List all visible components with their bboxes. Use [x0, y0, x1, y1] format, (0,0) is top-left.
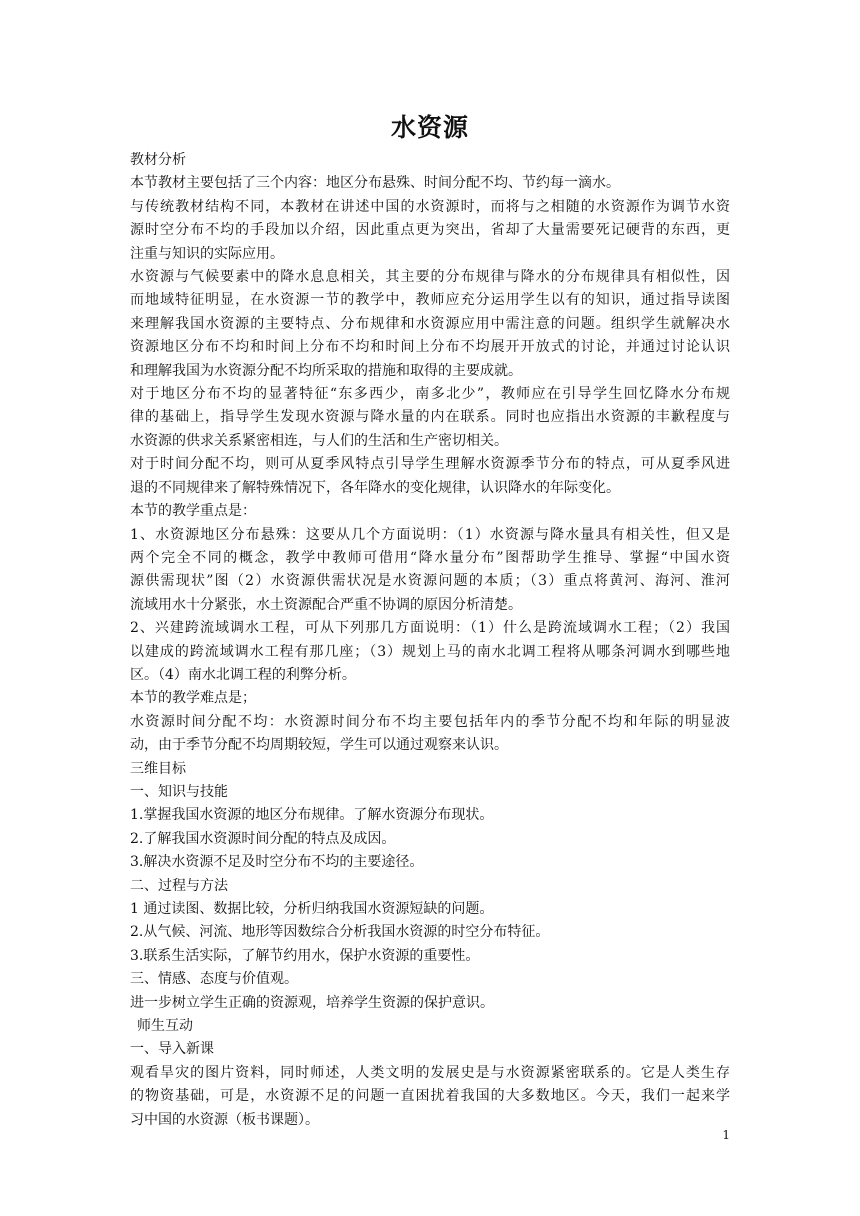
- text-line: 1、水资源地区分布悬殊：这要从几个方面说明：（1）水资源与降水量具有相关性，但又是: [130, 526, 730, 543]
- text-line: 2.了解我国水资源时间分配的特点及成因。: [130, 830, 396, 847]
- text-line: 注重与知识的实际应用。: [130, 245, 284, 262]
- text-line: 水资源时间分配不均：水资源时间分布不均主要包括年内的季节分配不均和年际的明显波: [130, 713, 730, 730]
- text-line: 动，由于季节分配不均周期较短，学生可以通过观察来认识。: [130, 737, 508, 754]
- text-line: 的物资基础，可是，水资源不足的问题一直困扰着我国的大多数地区。今天，我们一起来学: [130, 1088, 730, 1105]
- document-body: [130, 149, 730, 1132]
- text-line: 本节的教学难点是；: [130, 690, 256, 707]
- text-line: 对于时间分配不均，则可从夏季风特点引导学生理解水资源季节分布的特点，可从夏季风进: [130, 456, 730, 473]
- text-line: 三、情感、态度与价值观。: [130, 971, 298, 988]
- text-line: 观看旱灾的图片资料，同时师述，人类文明的发展史是与水资源紧密联系的。它是人类生存: [130, 1064, 730, 1081]
- text-line: 本节教材主要包括了三个内容：地区分布悬殊、时间分配不均、节约每一滴水。: [130, 175, 620, 192]
- text-line: 2、兴建跨流域调水工程，可从下列那几方面说明：（1）什么是跨流域调水工程；（2）我国: [130, 620, 730, 637]
- text-line: 本节的教学重点是：: [130, 503, 256, 520]
- text-line: 一、导入新课: [130, 1041, 214, 1058]
- text-line: 师生互动: [137, 1018, 193, 1035]
- text-line: 两个完全不同的概念，教学中教师可借用“降水量分布”图帮助学生推导、掌握“中国水资: [130, 549, 730, 566]
- text-line: 1.掌握我国水资源的地区分布规律。了解水资源分布现状。: [130, 807, 494, 824]
- text-line: 退的不同规律来了解特殊情况下，各年降水的变化规律，认识降水的年际变化。: [130, 479, 620, 496]
- text-line: 源时空分布不均的手段加以介绍，因此重点更为突出，省却了大量需要死记硬背的东西，更: [130, 222, 730, 239]
- text-line: 一、知识与技能: [130, 783, 228, 800]
- text-line: 水资源的供求关系紧密相连，与人们的生活和生产密切相关。: [130, 432, 508, 449]
- text-line: 以建成的跨流域调水工程有那几座；（3）规划上马的南水北调工程将从哪条河调水到哪些地: [130, 643, 730, 660]
- page-number: 1: [722, 1128, 730, 1142]
- text-line: 源供需现状”图（2）水资源供需状况是水资源问题的本质；（3）重点将黄河、海河、淮河: [130, 573, 730, 590]
- text-line: 与传统教材结构不同，本教材在讲述中国的水资源时，而将与之相随的水资源作为调节水资: [130, 198, 730, 215]
- text-line: 流域用水十分紧张，水土资源配合严重不协调的原因分析清楚。: [130, 596, 522, 613]
- text-line: 1 通过读图、数据比较，分析归纳我国水资源短缺的问题。: [130, 901, 494, 917]
- text-line: 习中国的水资源（板书课题）。: [130, 1111, 319, 1128]
- text-line: 而地域特征明显，在水资源一节的教学中，教师应充分运用学生以有的知识，通过指导读图: [130, 292, 730, 309]
- text-line: 区。（4）南水北调工程的利弊分析。: [130, 666, 356, 683]
- text-line: 资源地区分布不均和时间上分布不均和时间上分布不均展开开放式的讨论，并通过讨论认识: [130, 339, 730, 356]
- text-line: 3.联系生活实际，了解节约用水，保护水资源的重要性。: [130, 947, 480, 964]
- text-line: 教材分析: [130, 152, 186, 168]
- text-line: 对于地区分布不均的显著特征“东多西少，南多北少”，教师应在引导学生回忆降水分布规: [130, 386, 730, 403]
- text-line: 二、过程与方法: [130, 877, 228, 894]
- text-line: 3.解决水资源不足及时空分布不均的主要途径。: [130, 854, 424, 871]
- text-line: 三维目标: [130, 760, 186, 777]
- document-title: 水资源: [390, 113, 469, 142]
- text-line: 水资源与气候要素中的降水息息相关，其主要的分布规律与降水的分布规律具有相似性，因: [130, 269, 730, 286]
- text-line: 和理解我国为水资源分配不均所采取的措施和取得的主要成就。: [130, 362, 522, 379]
- text-line: 来理解我国水资源的主要特点、分布规律和水资源应用中需注意的问题。组织学生就解决水: [130, 315, 730, 332]
- text-line: 2.从气候、河流、地形等因数综合分析我国水资源的时空分布特征。: [130, 924, 550, 941]
- text-line: 进一步树立学生正确的资源观，培养学生资源的保护意识。: [130, 994, 494, 1011]
- text-line: 律的基础上，指导学生发现水资源与降水量的内在联系。同时也应指出水资源的丰歉程度与: [130, 409, 730, 426]
